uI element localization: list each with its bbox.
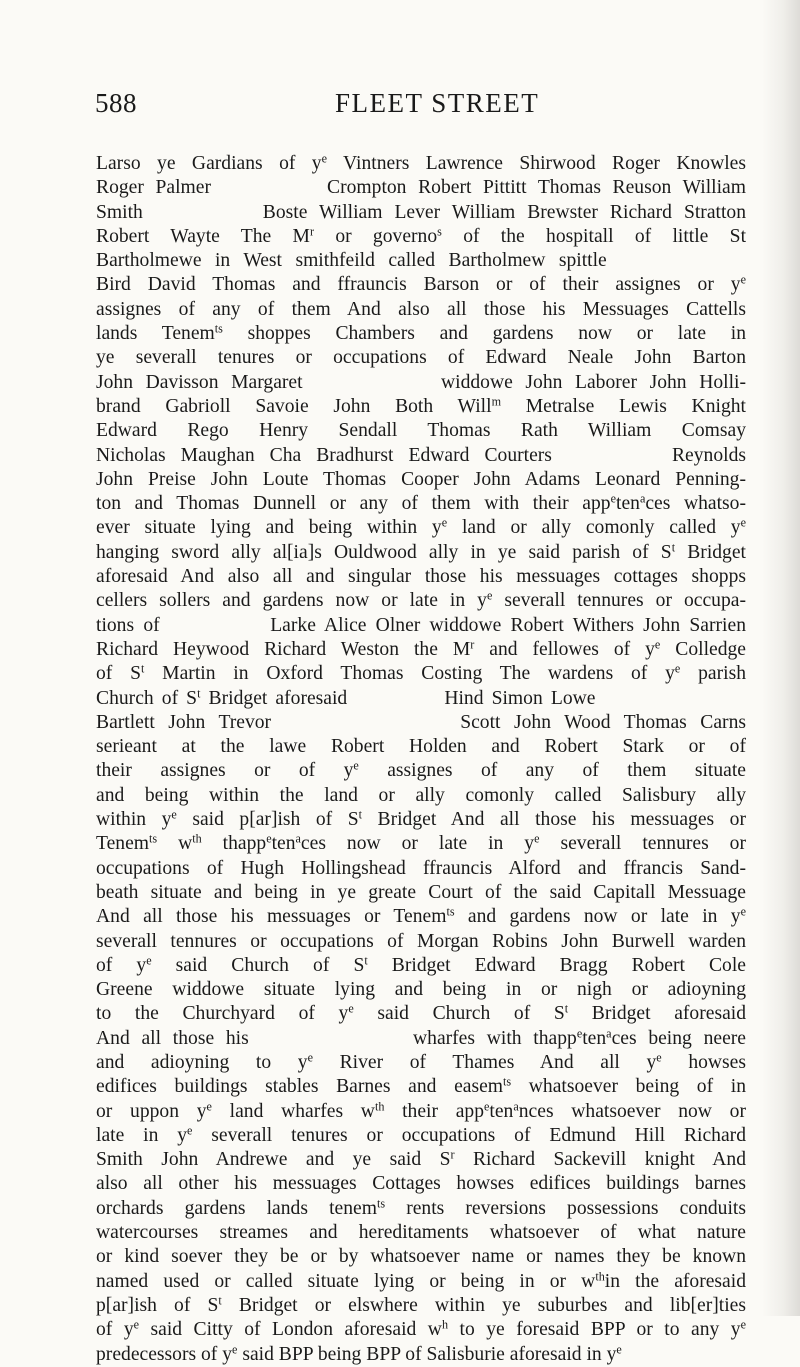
page-edge-shadow xyxy=(762,0,800,1316)
text-line: ye severall tenures or occupations of Edward Neale John Barton xyxy=(96,347,746,369)
text-line: and being within the land or ally comonly called Salisbury ally xyxy=(96,784,746,806)
text-line: Nicholas Maughan Cha Bradhurst Edward Courters Reynolds xyxy=(96,444,746,466)
text-line: tions of Larke Alice Olner widdowe Robert Withers John Sarrien xyxy=(96,614,746,636)
text-line: hanging sword ally al[ia]s Ouldwood ally in ye said parish of $S^t$ Bridget xyxy=(96,540,746,563)
text-line: or kind soever they be or by whatsoever name or names they be known xyxy=(96,1246,746,1268)
text-line: also all other his messuages Cottages howses edifices buildings barnes xyxy=(96,1173,746,1195)
text-line: serieant at the lawe Robert Holden and Robert Stark or of xyxy=(96,736,746,758)
text-line: edifices buildings stables Barnes and easem$^{ts}$ whatsoever being of in xyxy=(96,1075,746,1098)
text-line: their assignes or of $y^e$ assignes of any of them situate xyxy=(96,759,746,782)
text-line: Smith John Andrewe and ye said $S^r$ Richard Sackevill knight And xyxy=(96,1148,746,1171)
text-line: brand Gabrioll Savoie John Both Will$^m$ Metralse Lewis Knight xyxy=(96,394,746,417)
text-line: occupations of Hugh Hollingshead ffrauncis Alford and ffrancis Sand- xyxy=(96,857,746,879)
text-line: lands Tenem$^{ts}$ shoppes Chambers and gardens now or late in xyxy=(96,322,746,345)
text-line: Bartlett John Trevor Scott John Wood Thomas Carns xyxy=(96,711,746,733)
text-line: And all those his wharfes with thapp$^e$ten$^a$ces being neere xyxy=(96,1026,746,1049)
text-line: Bird David Thomas and ffrauncis Barson or of their assignes or $y^e$ xyxy=(96,273,746,296)
text-line: Robert Wayte The $M^r$ or governo$^s$ of the hospitall of little St xyxy=(96,224,746,247)
text-line: Smith Boste William Lever William Brewster Richard Stratton xyxy=(96,201,746,223)
text-line: Tenem$^{ts}$ $w^{th}$ thapp$^e$ten$^a$ces now or late in $y^e$ severall tennures or xyxy=(96,832,746,855)
text-line: John Davisson Margaret widdowe John Laborer John Holli- xyxy=(96,371,746,393)
page-number: 588 xyxy=(95,88,137,118)
body-text xyxy=(96,152,746,1367)
text-line: And all those his messuages or Tenem$^{ts}$ and gardens now or late in $y^e$ xyxy=(96,905,746,928)
text-line: predecessors of $y^e$ said BPP being BPP of Salisburie aforesaid in $y^e$ xyxy=(96,1342,622,1365)
text-line: Greene widdowe situate lying and being in or nigh or adioyning xyxy=(96,979,746,1001)
text-line: Roger Palmer Crompton Robert Pittitt Thomas Reuson William xyxy=(96,177,746,199)
text-line: Richard Heywood Richard Weston the $M^r$ and fellowes of $y^e$ Colledge xyxy=(96,637,746,660)
text-line: orchards gardens lands tenem$^{ts}$ rents reversions possessions conduits xyxy=(96,1196,746,1219)
text-line: late in $y^e$ severall tenures or occupations of Edmund Hill Richard xyxy=(96,1123,746,1146)
text-line: watercourses streames and hereditaments whatsoever of what nature xyxy=(96,1222,746,1244)
text-line: Edward Rego Henry Sendall Thomas Rath William Comsay xyxy=(96,420,746,442)
text-line: to the Churchyard of $y^e$ said Church of $S^t$ Bridget aforesaid xyxy=(96,1002,746,1025)
text-line: p[ar]ish of $S^t$ Bridget or elswhere within ye suburbes and lib[er]ties xyxy=(96,1293,746,1316)
text-line: beath situate and being in ye greate Court of the said Capitall Messuage xyxy=(96,881,746,903)
text-line: aforesaid And also all and singular those his messuages cottages shopps xyxy=(96,566,746,588)
running-title: FLEET STREET xyxy=(335,88,540,118)
text-line: and adioyning to $y^e$ River of Thames And all $y^e$ howses xyxy=(96,1050,746,1073)
text-line: within $y^e$ said p[ar]ish of $S^t$ Bridget And all those his messuages or xyxy=(96,808,746,831)
text-line: severall tennures or occupations of Morgan Robins John Burwell warden xyxy=(96,930,746,952)
text-line: Larso ye Gardians of $y^e$ Vintners Lawrence Shirwood Roger Knowles xyxy=(96,152,746,174)
text-line: ever situate lying and being within $y^e$ land or ally comonly called $y^e$ xyxy=(96,516,746,539)
text-line: of $S^t$ Martin in Oxford Thomas Costing The wardens of $y^e$ parish xyxy=(96,662,746,685)
text-line: of $y^e$ said Citty of London aforesaid $w^h$ to ye foresaid BPP or to any $y^e$ xyxy=(96,1318,746,1341)
text-line: Bartholmewe in West smithfeild called Bartholmew spittle xyxy=(96,250,746,272)
text-line: of $y^e$ said Church of $S^t$ Bridget Edward Bragg Robert Cole xyxy=(96,953,746,976)
text-line: Church of $S^t$ Bridget aforesaid Hind Simon Lowe xyxy=(96,686,746,709)
text-line: cellers sollers and gardens now or late in $y^e$ severall tennures or occupa- xyxy=(96,589,746,612)
text-line: assignes of any of them And also all those his Messuages Cattells xyxy=(96,298,746,320)
page-header xyxy=(95,88,735,128)
text-line: ton and Thomas Dunnell or any of them with their app$^e$ten$^a$ces whatso- xyxy=(96,492,746,515)
text-line: named used or called situate lying or being in or $w^{th}in$ the aforesaid xyxy=(96,1269,746,1292)
text-line: John Preise John Loute Thomas Cooper John Adams Leonard Penning- xyxy=(96,468,746,490)
text-line: or uppon $y^e$ land wharfes $w^{th}$ their app$^e$ten$^a$nces whatsoever now or xyxy=(96,1099,746,1122)
